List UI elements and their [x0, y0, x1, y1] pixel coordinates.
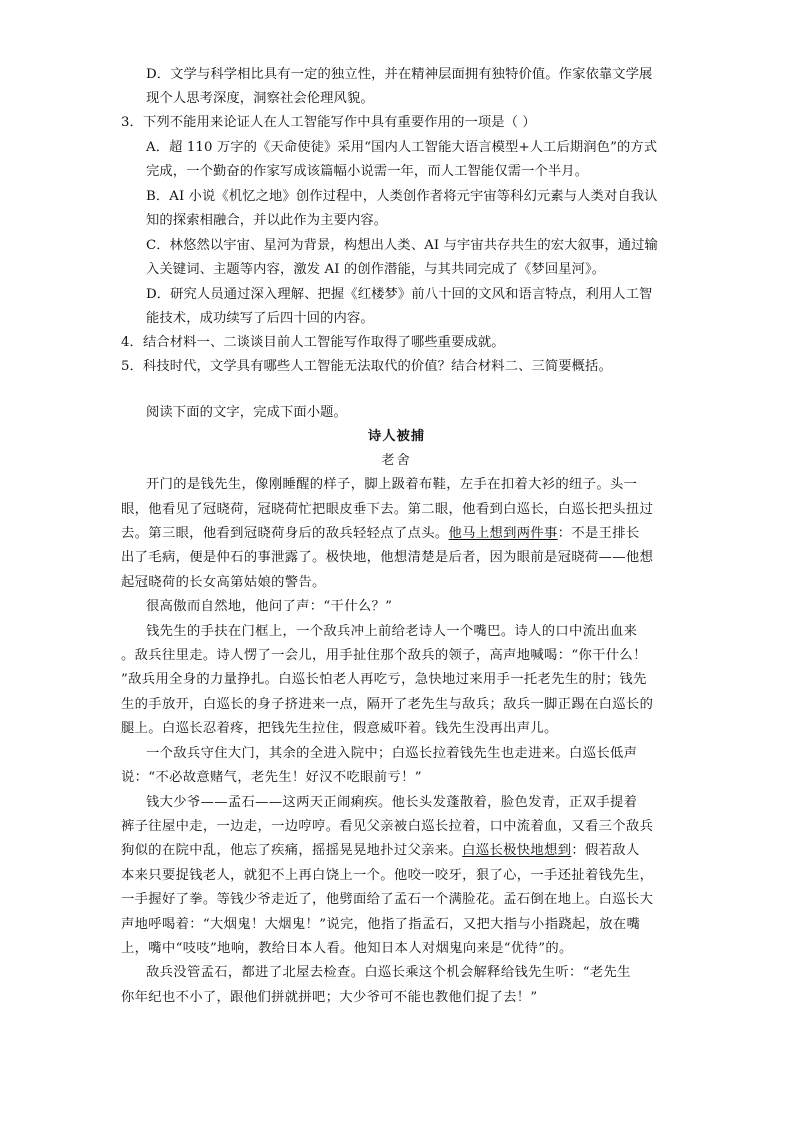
underlined-phrase: 他马上想到两件事	[448, 526, 558, 541]
p5-line7: 上，嘴中“吱吱”地响，教给日本人看。他知日本人对烟鬼向来是“优待”的。	[121, 941, 573, 956]
p3-line1: 钱先生的手扶在门框上，一个敌兵冲上前给老诗人一个嘴巴。诗人的口中流出血来	[146, 624, 638, 639]
p3-line5: 腿上。白巡长忍着疼，把钱先生拉住，假意威吓着。钱先生没再出声儿。	[121, 721, 558, 736]
p5-line2: 裤子往屋中走，一边走，一边哼哼。看见父亲被白巡长拉着，口中流着血，又看三个敌兵	[121, 819, 654, 834]
p6-line2: 你年纪也不小了，跟他们拼就拼吧；大少爷可不能也教他们捉了去！”	[121, 990, 538, 1005]
q4-stem: 4．结合材料一、二谈谈目前人工智能写作取得了哪些重要成就。	[121, 335, 505, 350]
q3-option-c-line1: C．林悠然以宇宙、星河为背景，构想出人类、AI 与宇宙共存共生的宏大叙事，通过输	[146, 238, 658, 253]
q3-option-a-line2: 完成，一个勤奋的作家写成该篇幅小说需一年，而人工智能仅需一个半月。	[146, 164, 589, 179]
p1-line5: 起冠晓荷的长女高第姑娘的警告。	[121, 575, 326, 590]
q3-stem: 3．下列不能用来论证人在人工智能写作中具有重要作用的一项是（ ）	[121, 115, 536, 130]
q5-stem: 5．科技时代，文学具有哪些人工智能无法取代的价值？结合材料二、三简要概括。	[121, 359, 612, 374]
passage-author: 老舍	[381, 453, 412, 468]
p1-line2: 眼，他看见了冠晓荷，冠晓荷忙把眼皮垂下去。第二眼，他看到白巡长，白巡长把头扭过	[121, 502, 654, 517]
p5-line6: 声地呼喝着：“大烟鬼！大烟鬼！”说完，他指了指孟石，又把大指与小指跷起，放在嘴	[121, 917, 641, 932]
p3-line2: 。敌兵往里走。诗人愣了一会儿，用手扯住那个敌兵的领子，高声地喊喝：“你干什么！	[121, 648, 647, 663]
p5-line3-part-a: 狗似的在院中乱，他忘了疾痛，摇摇晃晃地扑过父亲来。	[121, 843, 463, 858]
p3-line4: 生的手放开，白巡长的身子挤进来一点，隔开了老先生与敌兵；敌兵一脚正踢在白巡长的	[121, 697, 654, 712]
q3-option-b-line1: B．AI 小说《机忆之地》创作过程中，人类创作者将元宇宙等科幻元素与人类对自我认	[146, 189, 658, 204]
p5-line4: 本来只要捉钱老人，就犯不上再白饶上一个。他咬一咬牙，狠了心，一手还扯着钱先生，	[121, 868, 654, 883]
p5-line3-part-b: ：假若敌人	[571, 843, 640, 858]
p1-line1: 开门的是钱先生，像刚睡醒的样子，脚上趿着布鞋，左手在扣着大衫的纽子。头一	[146, 477, 638, 492]
p1-line3	[121, 525, 640, 543]
p5-line5: 一手握好了拳。等钱少爷走近了，他劈面给了孟石一个满脸花。孟石倒在地上。白巡长大	[121, 892, 654, 907]
q3-option-d-line1: D．研究人员通过深入理解、把握《红楼梦》前八十回的文风和语言特点，利用人工智	[146, 287, 653, 302]
reading-instruction: 阅读下面的文字，完成下面小题。	[146, 405, 347, 420]
p2-line1: 很高傲而自然地，他问了声：“干什么？”	[146, 599, 393, 614]
p5-line1: 钱大少爷——孟石——这两天正闹痢疾。他长头发蓬散着，脸色发青，正双手提着	[146, 795, 638, 810]
p4-line1: 一个敌兵守住大门，其余的全进入院中；白巡长拉着钱先生也走进来。白巡长低声	[146, 746, 638, 761]
passage-title: 诗人被捕	[367, 429, 426, 444]
p5-line3	[121, 842, 640, 860]
q2-option-d-line2: 现个人思考深度，洞察社会伦理风貌。	[146, 91, 374, 106]
q2-option-d-line1: D．文学与科学相比具有一定的独立性，并在精神层面拥有独特价值。作家依靠文学展	[146, 67, 653, 82]
p6-line1: 敌兵没管孟石，都进了北屋去检查。白巡长乘这个机会解释给钱先生听：“老先生	[146, 965, 631, 980]
p1-line4: 出了毛病，便是仲石的事泄露了。极快地，他想清楚是后者，因为眼前是冠晓荷——他想	[121, 550, 654, 565]
q3-option-d-line2: 能技术，成功续写了后四十回的内容。	[146, 311, 374, 326]
p3-line3: ”敌兵用全身的力量挣扎。白巡长怕老人再吃亏，急快地过来用手一托老先生的肘；钱先	[121, 672, 647, 687]
q3-option-b-line2: 知的探索相融合，并以此作为主要内容。	[146, 213, 388, 228]
underlined-phrase: 白巡长极快地想到	[462, 843, 572, 858]
p1-line3-part-b: ：不是王排长	[557, 526, 640, 541]
q3-option-a-line1: A．超 110 万字的《天命使徒》采用“国内人工智能大语言模型+人工后期润色”的方式	[146, 140, 658, 155]
q3-option-c-line2: 入关键词、主题等内容，激发 AI 的创作潜能，与其共同完成了《梦回星河》。	[146, 262, 606, 277]
p1-line3-part-a: 去。第三眼，他看到冠晓荷身后的敌兵轻轻点了点头。	[121, 526, 449, 541]
p4-line2: 说：“不必故意赌气，老先生！好汉不吃眼前亏！”	[121, 770, 422, 785]
